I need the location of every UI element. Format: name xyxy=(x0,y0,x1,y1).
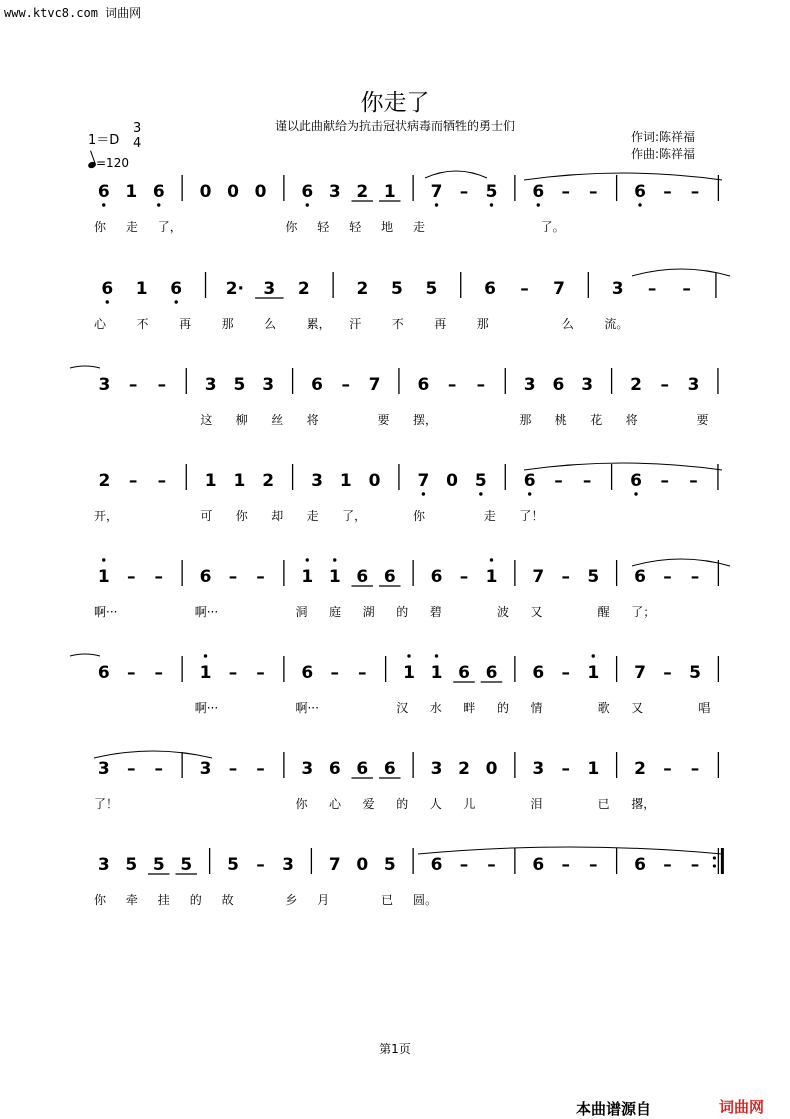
dash-note: – xyxy=(663,855,672,875)
dash-note: – xyxy=(358,663,367,683)
lyric-syllable: 的 xyxy=(396,797,409,811)
note: 3 xyxy=(282,855,294,875)
dash-note: – xyxy=(690,855,700,875)
note: 6 xyxy=(356,759,369,779)
note: 5 xyxy=(180,855,193,875)
tie-arc xyxy=(524,173,722,180)
dash-note: – xyxy=(127,567,136,587)
note: 0 xyxy=(356,855,369,875)
lyric-syllable: 的 xyxy=(496,701,509,715)
lyric-syllable: 你 xyxy=(94,220,107,234)
lyric-syllable: 摆， xyxy=(413,413,438,427)
note: 1 xyxy=(587,663,600,683)
dash-note: – xyxy=(127,759,136,779)
lyric-syllable: 汉 xyxy=(396,701,409,715)
high-octave-dot xyxy=(306,558,309,561)
note: 3 xyxy=(581,375,594,395)
lyric-syllable: 月 xyxy=(317,893,330,907)
lyric-syllable: 地 xyxy=(381,220,394,234)
note: 1 xyxy=(383,182,396,202)
lyric-syllable: 走 xyxy=(413,220,426,234)
lyric-syllable: 畔 xyxy=(463,701,476,715)
lyric-syllable: 已 xyxy=(597,797,610,811)
note: 2 xyxy=(297,279,310,299)
dash-note: – xyxy=(561,182,570,202)
note: 1 xyxy=(403,663,415,683)
dash-note: – xyxy=(228,663,238,683)
lyric-syllable: 么 xyxy=(561,317,574,331)
note: 6 xyxy=(97,663,110,683)
dash-note: – xyxy=(561,855,570,875)
lyric-syllable: 撂， xyxy=(631,797,656,811)
lyric-syllable: 泪 xyxy=(530,797,543,811)
tie-arc xyxy=(94,751,212,758)
lyric-syllable: 这 xyxy=(200,413,213,427)
note: 6 xyxy=(430,855,443,875)
note: 1 xyxy=(135,279,148,299)
lyric-syllable: 花 xyxy=(590,413,603,427)
note: 3 xyxy=(301,759,314,779)
dash-note: – xyxy=(447,375,457,395)
lyric-syllable: 可 xyxy=(200,509,213,523)
lyric-syllable: 你 xyxy=(295,797,308,811)
dash-note: – xyxy=(690,759,700,779)
note: 3 xyxy=(532,759,545,779)
note: 2 xyxy=(458,759,470,779)
dash-note: – xyxy=(256,567,265,587)
high-octave-dot xyxy=(435,654,438,657)
note: 1 xyxy=(485,567,498,587)
dash-note: – xyxy=(128,375,138,395)
lyric-syllable: 走 xyxy=(306,509,319,523)
lyric-syllable: 柳 xyxy=(235,413,248,427)
note: 3 xyxy=(97,855,110,875)
note: 0 xyxy=(485,759,498,779)
dash-note: – xyxy=(154,759,163,779)
dash-note: – xyxy=(154,663,163,683)
note: 2 xyxy=(634,759,646,779)
note: 6 xyxy=(430,567,443,587)
dash-note: – xyxy=(157,375,167,395)
note: 6 xyxy=(328,759,341,779)
low-octave-dot xyxy=(479,492,482,495)
note: 3 xyxy=(430,759,443,779)
lyric-syllable: 又 xyxy=(530,605,543,619)
lyric-syllable: 么 xyxy=(264,317,277,331)
dash-note: – xyxy=(554,471,563,491)
low-octave-dot xyxy=(422,492,425,495)
lyric-syllable: 桃 xyxy=(554,413,567,427)
note: 6 xyxy=(630,471,642,491)
note: 3 xyxy=(687,375,700,395)
lyric-syllable: 啊··· xyxy=(194,701,219,715)
dash-note: – xyxy=(487,855,496,875)
note: 2 xyxy=(630,375,642,395)
note: 7 xyxy=(368,375,381,395)
repeat-dot xyxy=(713,864,716,867)
note: 5 xyxy=(383,855,396,875)
note: 0 xyxy=(368,471,381,491)
note: 2 xyxy=(262,471,275,491)
lyric-syllable: 了， xyxy=(157,220,182,234)
note: 5 xyxy=(125,855,138,875)
dash-note: – xyxy=(663,759,672,779)
dash-note: – xyxy=(330,663,339,683)
note: 6 xyxy=(383,567,396,587)
note: 1 xyxy=(125,182,138,202)
note: 6 xyxy=(301,663,314,683)
dash-note: – xyxy=(459,567,469,587)
note: 1 xyxy=(97,567,110,587)
dash-note: – xyxy=(647,279,657,299)
note: 7 xyxy=(553,279,565,299)
note: 1 xyxy=(204,471,217,491)
note: 1 xyxy=(430,663,443,683)
lyric-syllable: 圆。 xyxy=(413,893,438,907)
dash-note: – xyxy=(660,471,670,491)
note: 6 xyxy=(101,279,114,299)
lyric-syllable: 唱 xyxy=(698,701,711,715)
site-logo: 词曲网 xyxy=(719,1098,765,1116)
dash-note: – xyxy=(520,279,529,299)
lyricist-credit: 作词:陈祥福 xyxy=(631,130,696,144)
note: 0 xyxy=(254,182,267,202)
lyric-syllable: 啊··· xyxy=(194,605,219,619)
note: 3 xyxy=(98,375,111,395)
lyric-syllable: 啊··· xyxy=(295,701,319,715)
lyric-syllable: 不 xyxy=(136,317,149,331)
lyric-syllable: 了。 xyxy=(540,220,565,234)
note: 7 xyxy=(417,471,430,491)
note: 2· xyxy=(225,279,244,299)
low-octave-dot xyxy=(537,203,540,206)
dash-note: – xyxy=(582,471,592,491)
low-octave-dot xyxy=(175,300,178,303)
lyric-syllable: 再 xyxy=(434,317,447,331)
lyric-syllable: 要 xyxy=(696,413,709,427)
note: 6 xyxy=(532,855,545,875)
note: 6 xyxy=(532,663,545,683)
tie-arc xyxy=(425,171,487,178)
note: 0 xyxy=(446,471,459,491)
low-octave-dot xyxy=(306,203,309,206)
high-octave-dot xyxy=(592,654,595,657)
lyric-syllable: 将 xyxy=(625,413,638,427)
note: 1 xyxy=(199,663,212,683)
lyric-syllable: 累， xyxy=(306,317,331,331)
note: 6 xyxy=(485,663,498,683)
note: 6 xyxy=(417,375,430,395)
note: 6 xyxy=(356,567,369,587)
lyric-syllable: 要 xyxy=(377,413,390,427)
dash-note: – xyxy=(690,567,700,587)
lyric-syllable: 丝 xyxy=(271,413,284,427)
high-octave-dot xyxy=(204,654,207,657)
low-octave-dot xyxy=(634,492,637,495)
lyric-syllable: 你 xyxy=(285,220,298,234)
lyric-syllable: 走 xyxy=(125,220,138,234)
tie-arc xyxy=(70,366,100,368)
note: 5 xyxy=(689,663,701,683)
lyric-syllable: 走 xyxy=(483,509,496,523)
dash-note: – xyxy=(154,567,163,587)
note: 3 xyxy=(199,759,212,779)
dash-note: – xyxy=(341,375,351,395)
note: 6 xyxy=(311,375,323,395)
song-title: 你走了 xyxy=(360,90,430,116)
note: 5 xyxy=(152,855,165,875)
lyric-syllable: 的 xyxy=(396,605,409,619)
dash-note: – xyxy=(256,855,265,875)
dash-note: – xyxy=(663,182,672,202)
lyric-syllable: 轻 xyxy=(317,220,330,234)
lyric-syllable: 那 xyxy=(221,317,234,331)
note: 2 xyxy=(356,279,369,299)
dash-note: – xyxy=(682,279,691,299)
note: 5 xyxy=(391,279,403,299)
note: 5 xyxy=(474,471,487,491)
dash-note: – xyxy=(660,375,670,395)
note: 7 xyxy=(532,567,545,587)
lyric-syllable: 庭 xyxy=(329,605,342,619)
lyric-syllable: 乡 xyxy=(285,893,298,907)
dash-note: – xyxy=(689,471,698,491)
lyric-syllable: 那 xyxy=(476,317,489,331)
note: 6 xyxy=(634,567,646,587)
dash-note: – xyxy=(459,855,469,875)
note: 7 xyxy=(328,855,341,875)
dash-note: – xyxy=(128,471,138,491)
dash-note: – xyxy=(589,855,598,875)
note: 6 xyxy=(152,182,165,202)
note: 6 xyxy=(532,182,545,202)
note: 1 xyxy=(587,759,600,779)
lyric-syllable: 不 xyxy=(391,317,404,331)
note: 3 xyxy=(328,182,341,202)
low-octave-dot xyxy=(528,492,531,495)
low-octave-dot xyxy=(106,300,109,303)
dash-note: – xyxy=(589,182,598,202)
note: 7 xyxy=(430,182,443,202)
lyric-syllable: 水 xyxy=(429,701,442,715)
note: 5 xyxy=(233,375,246,395)
lyric-syllable: 再 xyxy=(179,317,192,331)
note: 3 xyxy=(262,375,275,395)
dash-note: – xyxy=(127,663,136,683)
note: 6 xyxy=(552,375,565,395)
tie-arc xyxy=(418,847,722,854)
note: 3 xyxy=(311,471,323,491)
lyric-syllable: 故 xyxy=(221,893,234,907)
note: 6 xyxy=(523,471,536,491)
note: 3 xyxy=(611,279,624,299)
low-octave-dot xyxy=(490,203,493,206)
lyric-syllable: 将 xyxy=(306,413,319,427)
meter-top: 3 xyxy=(133,121,142,136)
lyric-syllable: 心 xyxy=(329,797,342,811)
high-octave-dot xyxy=(407,654,410,657)
note: 5 xyxy=(485,182,498,202)
high-octave-dot xyxy=(333,558,336,561)
key-signature: 1＝D xyxy=(88,133,120,148)
note: 6 xyxy=(97,182,110,202)
note: 5 xyxy=(587,567,600,587)
low-octave-dot xyxy=(435,203,438,206)
dash-note: – xyxy=(663,663,672,683)
dash-note: – xyxy=(256,759,265,779)
note: 6 xyxy=(634,182,646,202)
low-octave-dot xyxy=(157,203,160,206)
note: 5 xyxy=(425,279,438,299)
note: 1 xyxy=(328,567,341,587)
dash-note: – xyxy=(561,759,570,779)
lyric-syllable: 那 xyxy=(519,413,532,427)
dash-note: – xyxy=(256,663,265,683)
note: 0 xyxy=(227,182,239,202)
lyric-syllable: 洞 xyxy=(295,605,308,619)
note: 6 xyxy=(458,663,470,683)
note: 6 xyxy=(634,855,646,875)
dash-note: – xyxy=(690,182,700,202)
lyric-syllable: 你 xyxy=(413,509,426,523)
lyric-syllable: 醒 xyxy=(597,605,610,619)
note: 1 xyxy=(301,567,314,587)
dash-note: – xyxy=(663,567,672,587)
lyric-syllable: 了！ xyxy=(94,797,119,811)
lyric-syllable: 歌 xyxy=(597,701,610,715)
dash-note: – xyxy=(561,663,570,683)
lyric-syllable: 汗 xyxy=(349,317,362,331)
lyric-syllable: 你 xyxy=(94,893,107,907)
note: 6 xyxy=(301,182,314,202)
lyric-syllable: 了， xyxy=(342,509,367,523)
dash-note: – xyxy=(476,375,486,395)
note: 3 xyxy=(263,279,276,299)
lyric-syllable: 心 xyxy=(94,317,107,331)
dash-note: – xyxy=(228,567,238,587)
note: 5 xyxy=(227,855,239,875)
note: 1 xyxy=(233,471,246,491)
note: 3 xyxy=(523,375,536,395)
dash-note: – xyxy=(459,182,469,202)
lyric-syllable: 流。 xyxy=(604,317,629,331)
note: 6 xyxy=(484,279,496,299)
dash-note: – xyxy=(228,759,238,779)
lyric-syllable: 轻 xyxy=(349,220,362,234)
dash-note: – xyxy=(157,471,167,491)
note: 2 xyxy=(356,182,369,202)
repeat-dot xyxy=(713,856,716,859)
low-octave-dot xyxy=(638,203,641,206)
note: 7 xyxy=(634,663,646,683)
lyric-syllable: 挂 xyxy=(157,893,170,907)
tempo-value: =120 xyxy=(96,156,129,170)
lyric-syllable: 湖 xyxy=(362,605,375,619)
note: 2 xyxy=(98,471,111,491)
lyric-syllable: 啊··· xyxy=(94,605,118,619)
tie-arc xyxy=(524,463,722,470)
lyric-syllable: 了； xyxy=(631,605,656,619)
lyric-syllable: 人 xyxy=(429,797,442,811)
site-watermark: www.ktvc8.com 词曲网 xyxy=(4,6,142,20)
note: 0 xyxy=(199,182,212,202)
tie-arc xyxy=(70,654,100,656)
meter-bottom: 4 xyxy=(133,136,142,151)
lyric-syllable: 儿 xyxy=(463,797,476,811)
lyric-syllable: 你 xyxy=(235,509,248,523)
lyric-syllable: 了！ xyxy=(519,509,544,523)
dedication: 谨以此曲献给为抗击冠状病毒而牺牲的勇士们 xyxy=(274,119,515,133)
note: 6 xyxy=(383,759,396,779)
lyric-syllable: 情 xyxy=(530,701,543,715)
page-number: 第1页 xyxy=(379,1042,411,1056)
note: 6 xyxy=(199,567,212,587)
tie-arc xyxy=(632,559,730,566)
lyric-syllable: 牵 xyxy=(125,893,138,907)
lyric-syllable: 波 xyxy=(496,605,509,619)
lyric-syllable: 又 xyxy=(631,701,644,715)
lyric-syllable: 已 xyxy=(381,893,394,907)
note: 6 xyxy=(170,279,183,299)
lyric-syllable: 却 xyxy=(271,509,284,523)
dash-note: – xyxy=(561,567,570,587)
low-octave-dot xyxy=(102,203,105,206)
high-octave-dot xyxy=(490,558,493,561)
note: 3 xyxy=(204,375,217,395)
source-label: 本曲谱源自 xyxy=(576,1100,652,1118)
high-octave-dot xyxy=(102,558,105,561)
composer-credit: 作曲:陈祥福 xyxy=(631,147,696,161)
note: 1 xyxy=(339,471,352,491)
lyric-syllable: 爱 xyxy=(362,797,375,811)
lyric-syllable: 碧 xyxy=(429,605,442,619)
lyric-syllable: 开， xyxy=(94,509,119,523)
lyric-syllable: 的 xyxy=(189,893,202,907)
note: 3 xyxy=(97,759,110,779)
